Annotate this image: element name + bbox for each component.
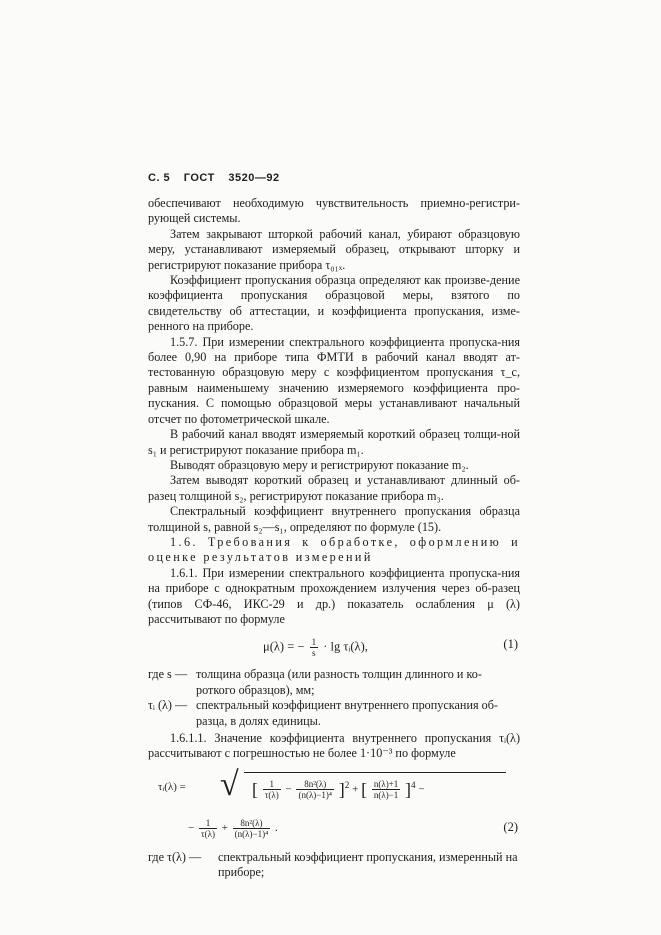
formula-1-fraction	[310, 637, 319, 658]
formula-1-lhs: μ(λ) = −	[263, 639, 305, 654]
definition-label: где s —	[148, 667, 188, 682]
fraction: $\frac{\text{8n²(λ)}}{\text{(n(λ)−1)⁴}}$	[298, 779, 333, 801]
definition-text: спектральный коэффициент пропускания, измеренный на приборе;	[218, 849, 518, 880]
section-heading: 1.6. Требования к обработке, оформлению и оценке результатов измерений	[148, 534, 520, 565]
definition-label: где τ(λ) —	[148, 849, 202, 864]
formula-1-definitions	[148, 667, 520, 729]
page-header	[148, 172, 290, 184]
formula-1-rhs: · lg τᵢ(λ),	[323, 639, 368, 654]
fraction-numerator: 1	[311, 637, 317, 648]
body-text	[148, 196, 520, 881]
paragraph: Коэффициент пропускания образца определяют как произве-дение коэффициента пропускания образцовой меры, взятого по свидетельству об аттестации, и коэффициента пропускания, изме-ренного на приборе.	[148, 273, 520, 334]
sqrt-sign: √	[220, 765, 239, 803]
formula-2	[148, 765, 520, 846]
paragraph: Спектральный коэффициент внутреннего пропускания образца толщиной s, равной s₂—s₁, определяют по формуле (15).	[148, 504, 520, 534]
standard-number: 3520—92	[228, 172, 280, 184]
paragraph: 1.6.1. При измерении спектрального коэффициента пропуска-ния на приборе с однократным прохождением излучения через об-разец (типов СФ-46, ИКС-29 и др.) показатель ослабления μ (λ) рассчитывают по формуле	[148, 565, 520, 626]
fraction: $\frac{1}{\tau(\lambda)}$	[264, 779, 279, 801]
paragraph: Затем закрывают шторкой рабочий канал, убирают образцовую меру, устанавливают измеряемый образец, открывают шторку и регистрируют показание прибора τ₀₁ₓ.	[148, 226, 520, 272]
fraction: $\frac{\text{8n²(λ)}}{\text{(n(λ)−1)⁴}}$	[234, 817, 269, 839]
paragraph: 1.5.7. При измерении спектрального коэффициента пропуска-ния более 0,90 на приборе типа ФМТИ в рабочий канал вводят ат-тестованную образцовую меру с коэффициентом пропускания τ_c, равным наименьшему значению измеряемого коэффициента про-пускания. С помощью образцовой меры устанавливают начальный отсчет по фотометрической шкале.	[148, 334, 520, 426]
paragraph: В рабочий канал вводят измеряемый короткий образец толщи-ной s₁ и регистрируют показание прибора m₁.	[148, 427, 520, 457]
paragraph: Затем выводят короткий образец и устанавливают длинный об-разец толщиной s₂, регистрируют показание прибора m₃.	[148, 473, 520, 503]
formula-2-definition	[148, 850, 520, 881]
paragraph: Выводят образцовую меру и регистрируют показание m₂.	[170, 457, 469, 472]
formula-1-expression	[263, 637, 368, 658]
fraction-denominator: s	[312, 648, 316, 659]
paragraph: 1.6.1.1. Значение коэффициента внутреннего пропускания τᵢ(λ) рассчитывают с погрешностью не более 1·10⁻³ по формуле	[148, 731, 520, 761]
standard-label: ГОСТ	[183, 172, 215, 184]
formula-2-lhs: τᵢ(λ) =	[158, 780, 186, 793]
definition-text: спектральный коэффициент внутреннего пропускания об-разца, в долях единицы.	[196, 698, 498, 728]
fraction: $\frac{n(\lambda)+1}{n(\lambda)-1}$	[373, 779, 399, 801]
fraction: $\frac{1}{\tau(\lambda)}$	[200, 817, 215, 839]
formula-2-line-1: [ $\frac{1}{\tau(\lambda)}$ − $\frac{\text{8n²(λ)}}{\text{(n(λ)−1)⁴}}$ ]$^2$ + [ $\frac{n(\lambda)+1}{n(\lambda)-1}$ ]$^4$ −	[252, 779, 425, 801]
formula-2-line-2: − $\frac{1}{\tau(\lambda)}$ + $\frac{\text{8n²(λ)}}{\text{(n(λ)−1)⁴}}$ .	[188, 817, 278, 839]
paragraph: обеспечивают необходимую чувствительность приемно-регистри-рующей системы.	[148, 196, 520, 226]
formula-2-number: (2)	[503, 819, 518, 834]
page-number: С. 5	[148, 172, 171, 184]
formula-1-number: (1)	[503, 637, 518, 652]
definition-text: толщина образца (или разность толщин длинного и ко-роткого образцов), мм;	[196, 667, 482, 697]
definition-label: τᵢ (λ) —	[148, 698, 188, 713]
formula-1	[148, 635, 520, 661]
